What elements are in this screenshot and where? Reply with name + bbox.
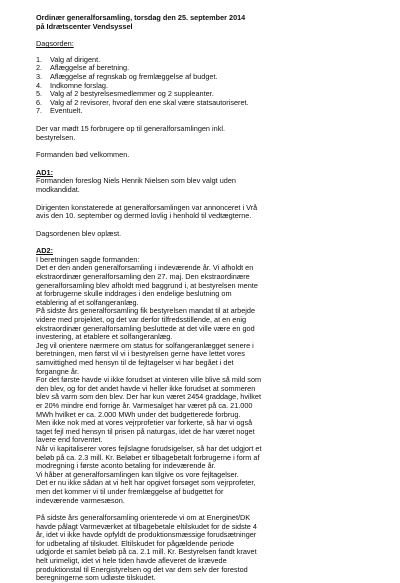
text-line: generalforsamling blev afholdt med baggrund i, at bestyrelsen mente — [36, 280, 258, 290]
text-line: avis den 10. september og dermed lovlig i henhold til vedtægterne. — [36, 211, 252, 221]
attendance-text — [36, 125, 370, 142]
ad2-heading: AD2: — [36, 246, 54, 256]
text-line: MWh hvilket er ca. 2.000 MWh under det budgetterede forbrug. — [36, 409, 241, 419]
agenda-item-text: Indkomne forslag. — [50, 80, 109, 90]
text-line: For det første havde vi ikke forudset at vinteren ville blive så mild som — [36, 375, 262, 385]
text-line: helt urimeligt, idet vi hele tiden havde afleveret de krævede — [36, 556, 227, 566]
text-line: blev så varm som den blev. Der har kun været 2454 graddage, hvilket — [36, 392, 261, 402]
agenda-item-text: Aflæggelse af regnskab og fremlæggelse af budget. — [50, 71, 218, 81]
welcome-text: Formanden bød velkommen. — [36, 150, 130, 160]
agenda-item-text: Valg af dirigent. — [50, 54, 101, 64]
text-line: beregningerne som udløste tilskudet. — [36, 573, 156, 583]
agenda-item-number: 4. — [36, 80, 43, 90]
text-line: forgangne år. — [36, 366, 80, 376]
ad1-paragraph-1 — [36, 177, 370, 194]
text-line: at forbrugerne skulle inddrages i den endelige beslutning om — [36, 289, 232, 299]
agenda-item-number: 3. — [36, 71, 43, 81]
agenda-item-number: 1. — [36, 54, 43, 64]
text-line: er 20% mindre end forrige år. Varmesalget har været på ca. 21.000 — [36, 400, 253, 410]
agenda-item-number: 2. — [36, 63, 43, 73]
text-line: år, idet vi ikke havde opfyldt de produktionsmæssige forudsætninger — [36, 530, 257, 540]
ad1-heading: AD1: — [36, 167, 54, 177]
text-line: Når vi kapitaliserer vores fejlslagne forudsigelser, så har det udgjort et — [36, 443, 262, 453]
text-line: modregning i første aconto betaling for indeværende år. — [36, 461, 216, 471]
text-line: Men ikke nok med at vores vejrprofetier var forkerte, så har vi også — [36, 418, 253, 428]
document-title-line1: Ordinær generalforsamling, torsdag den 25. september 2014 — [36, 13, 246, 22]
text-line: beretningen, men først vil vi i bestyrelsen gerne have lettet vores — [36, 349, 245, 359]
text-line: Vi håber at generalforsamlingen kan tilgive os vore fejltagelser. — [36, 469, 239, 479]
document-title-line2: på Idrætscenter Vendsyssel — [36, 21, 133, 31]
text-line: videre med projektet, og det var derfor tilfredsstillende, at en enig — [36, 315, 247, 325]
text-line: Dirigenten konstaterede at generalforsamlingen var annonceret i Vrå — [36, 202, 258, 212]
text-line: den blev, og for det andet havde vi heller ikke forudset at sommeren — [36, 383, 256, 393]
ad2-paragraph-1 — [36, 256, 370, 505]
text-line: udgjorde et samlet beløb på ca. 2.1 mill. Kr. Bestyrelsen fandt kravet — [36, 547, 257, 557]
text-line: På sidste års generalforsamling fik bestyrelsen mandat til at arbejde — [36, 306, 256, 316]
agenda-item-text: Valg af 2 revisorer, hvoraf den ene skal være statsautoriseret. — [50, 97, 249, 107]
text-line: Dagsordenen blev oplæst. — [36, 228, 122, 238]
text-line: Jeg vil orientere nærmere om status for solfangeranlægget senere i — [36, 340, 254, 350]
agenda-heading: Dagsorden: — [36, 39, 74, 49]
text-line: for udbetaling af tilskudet. Eltilskudet for pågældende periode — [36, 538, 234, 548]
text-line: indeværende varmesæson. — [36, 495, 125, 505]
ad2-paragraph-2 — [36, 514, 370, 583]
text-line: Det er nu ikke sådan at vi helt har opgivet forsøget som vejrprofeter, — [36, 478, 256, 488]
ad1-paragraph-2 — [36, 204, 370, 221]
text-line: ekstraordinær generalforsamling besluttede at det ville være en god — [36, 323, 255, 333]
text-line: investering, at etablere et solfangeranlæg. — [36, 332, 173, 342]
text-line: etablering af et solfangeranlæg. — [36, 297, 139, 307]
text-line: havde pålagt Varmeværket at tilbagebetale eltilskudet for de sidste 4 — [36, 521, 257, 531]
ad1-paragraph-3 — [36, 230, 370, 239]
agenda-item — [36, 107, 370, 116]
text-line: produktionstal til Energistyrelsen og det var dem selv der forestod — [36, 564, 248, 574]
text-line: beløb på ca. 2.3 mill. Kr. Beløbet er tilbagebetalt forbrugerne i form af — [36, 452, 260, 462]
text-line: Der var mødt 15 forbrugere op til generalforsamlingen inkl. — [36, 123, 225, 133]
agenda-item-number: 6. — [36, 97, 43, 107]
text-line: Formanden foreslog Niels Henrik Nielsen som blev valgt uden — [36, 176, 236, 186]
text-line: taget fejl med hensyn til prisen på naturgas, idet de har været noget — [36, 426, 255, 436]
text-line: ekstraordinær generalforsamling den 27. maj. Den ekstraordinære — [36, 272, 250, 282]
text-line: modkandidat. — [36, 184, 80, 194]
agenda-item — [36, 99, 370, 108]
text-line: samvittighed med hensyn til de fejltagelser vi har begået i det — [36, 358, 234, 367]
agenda-item-text: Valg af 2 bestyrelsesmedlemmer og 2 suppleanter. — [50, 89, 214, 99]
text-line: bestyrelsen. — [36, 132, 76, 142]
agenda-item-number: 5. — [36, 89, 43, 99]
text-line: I beretningen sagde formanden: — [36, 254, 140, 264]
text-line: Det er den anden generalforsamling i indeværende år. Vi afholdt en — [36, 263, 254, 273]
agenda-list — [36, 56, 370, 116]
text-line: lavere end forventet. — [36, 435, 103, 445]
text-line: men det kommer vi til under fremlæggelse af budgettet for — [36, 486, 224, 496]
agenda-item-text: Aflæggelse af beretning. — [50, 63, 130, 73]
agenda-item-text: Eventuelt. — [50, 106, 83, 116]
text-line: På sidste års generalforsamling orienterede vi om at Energinet/DK — [36, 513, 251, 523]
agenda-item-number: 7. — [36, 106, 43, 116]
